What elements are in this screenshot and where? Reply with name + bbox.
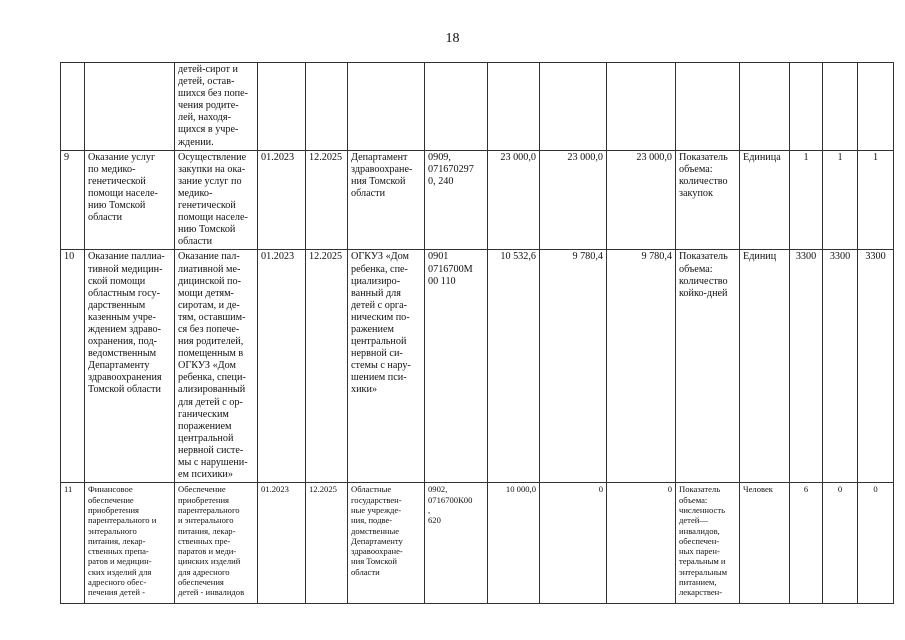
table-row [61,250,894,483]
cell-text: 23 000,0 [636,151,672,163]
cell-text: 3300 [795,251,817,263]
cell-target-year1 [790,483,823,604]
cell-target-year2 [823,483,858,604]
cell-executor [348,63,425,151]
table-row [61,150,894,250]
cell-start-date [258,250,306,483]
table-row [61,63,894,151]
cell-text: 10 532,6 [500,251,536,263]
cell-end-date [306,150,348,250]
cell-text: 12.2025 [309,251,343,263]
cell-target-year2 [823,63,858,151]
cell-text: 12.2025 [309,151,343,163]
cell-text: Осуществление закупки на ока- зание услуг по медико- генетической помощи населе- нию Томской области [178,151,248,248]
cell-text: детей-сирот и детей, остав- шихся без попе- чения родите- лей, находя- щихся в учре- ждении. [178,64,249,148]
cell-amount-year3 [607,150,676,250]
cell-text: 23 000,0 [500,151,536,163]
cell-text: 9 780,4 [572,251,603,263]
cell-amount-year3 [607,63,676,151]
cell-amount-year1 [488,483,540,604]
cell-measure-name [85,150,175,250]
cell-text: Показатель объема: количество койко-дней [679,251,728,299]
cell-text: 11 [64,484,73,495]
cell-end-date [306,483,348,604]
cell-target-year3 [858,483,894,604]
cell-amount-year2 [540,483,607,604]
cell-text: 3300 [829,251,851,263]
cell-text: 9 780,4 [641,251,672,263]
cell-text: Единица [743,151,781,163]
cell-number [61,250,85,483]
cell-amount-year3 [607,250,676,483]
cell-measure-name [85,483,175,604]
cell-text: 9 [64,151,70,163]
cell-target-year3 [858,150,894,250]
cell-amount-year1 [488,63,540,151]
cell-end-date [306,250,348,483]
cell-amount-year1 [488,150,540,250]
cell-activity [175,250,258,483]
cell-target-year3 [858,63,894,151]
cell-text: Человек [743,484,773,495]
cell-amount-year2 [540,150,607,250]
cell-text: 0909, 071670297 0, 240 [428,151,474,187]
cell-indicator [676,63,740,151]
cell-text: 1 [803,151,809,163]
cell-start-date [258,63,306,151]
cell-text: 10 000,0 [505,484,536,495]
cell-number [61,63,85,151]
cell-text: 0 [667,484,672,495]
cell-text: ОГКУЗ «Дом ребенка, спе- циализиро- ванный для детей с орга- ническим по- ражением центральной нервной си- стемы с нару- шением пси- хики» [351,251,411,396]
cell-text: 0902, 0716700К00 , 620 [428,484,473,526]
page-number: 18 [445,31,460,46]
cell-text: 6 [803,484,809,495]
cell-executor [348,483,425,604]
cell-target-year1 [790,250,823,483]
cell-text: 10 [64,251,75,263]
cell-start-date [258,483,306,604]
cell-text: 0 [598,484,603,495]
cell-start-date [258,150,306,250]
cell-text: 12.2025 [309,484,337,495]
cell-indicator [676,483,740,604]
cell-number [61,483,85,604]
cell-text: 0 [837,484,843,495]
cell-text: Оказание паллиа- тивной медицин- ской помощи областным госу- дарственным казенным учре- ждением здраво- охранения, под- ведомственным Департаменту здравоохранения Томской области [88,251,165,396]
cell-unit [740,483,790,604]
cell-text: Единиц [743,251,777,263]
cell-text: Обеспечение приобретения парентерального и энтерального питания, лекар- ственных пре- паратов и меди- цинских изделий для адресного обеспечения детей - инвалидов [178,484,245,598]
cell-text: 1 [872,151,879,163]
cell-unit [740,63,790,151]
cell-target-year1 [790,150,823,250]
cell-executor [348,250,425,483]
cell-text: Департамент здравоохране- ния Томской области [351,151,413,199]
cell-text: Оказание услуг по медико- генетической помощи населе- нию Томской области [88,151,158,224]
cell-amount-year2 [540,63,607,151]
cell-budget-code [425,483,488,604]
cell-activity [175,63,258,151]
cell-text: Показатель объема: количество закупок [679,151,728,199]
cell-text: 0901 0716700М 00 110 [428,251,473,287]
cell-indicator [676,250,740,483]
cell-text: 23 000,0 [567,151,603,163]
cell-unit [740,150,790,250]
cell-budget-code [425,250,488,483]
cell-text: 3300 [865,251,886,263]
cell-text: 01.2023 [261,484,289,495]
cell-target-year1 [790,63,823,151]
cell-executor [348,150,425,250]
program-measures-table [60,62,894,604]
cell-measure-name [85,63,175,151]
cell-text: Финансовое обеспечение приобретения парентерального и энтерального питания, лекар- ственных препа- ратов и медицин- ских изделий для адресного обес- печения детей - [88,484,157,598]
cell-end-date [306,63,348,151]
cell-text: Областные государствен- ные учрежде- ния, подве- домственные Департаменту здравоохране- ния Томской области [351,484,403,577]
cell-amount-year2 [540,250,607,483]
cell-measure-name [85,250,175,483]
cell-text: 0 [873,484,878,495]
cell-amount-year3 [607,483,676,604]
cell-number [61,150,85,250]
cell-indicator [676,150,740,250]
table-row [61,483,894,604]
cell-target-year2 [823,150,858,250]
cell-text: 01.2023 [261,251,295,263]
cell-text: Оказание пал- лиативной ме- дицинской по- мощи детям- сиротам, и де- тям, оставшим- ся без попече- ния родителей, помещенным в ОГКУЗ «Дом ребенка, специ- ализированный для детей с ор- ганическим поражением центральной нервной систе- мы с нарушени- ем психики» [178,251,248,481]
cell-budget-code [425,63,488,151]
cell-activity [175,150,258,250]
cell-text: 01.2023 [261,151,295,163]
cell-unit [740,250,790,483]
cell-amount-year1 [488,250,540,483]
cell-text: 1 [837,151,843,163]
cell-budget-code [425,150,488,250]
cell-text: Показатель объема: численность детей— инвалидов, обеспечен- ных парен- теральным и энтеральным питанием, лекарствен- [679,484,728,598]
cell-target-year3 [858,250,894,483]
cell-target-year2 [823,250,858,483]
cell-activity [175,483,258,604]
